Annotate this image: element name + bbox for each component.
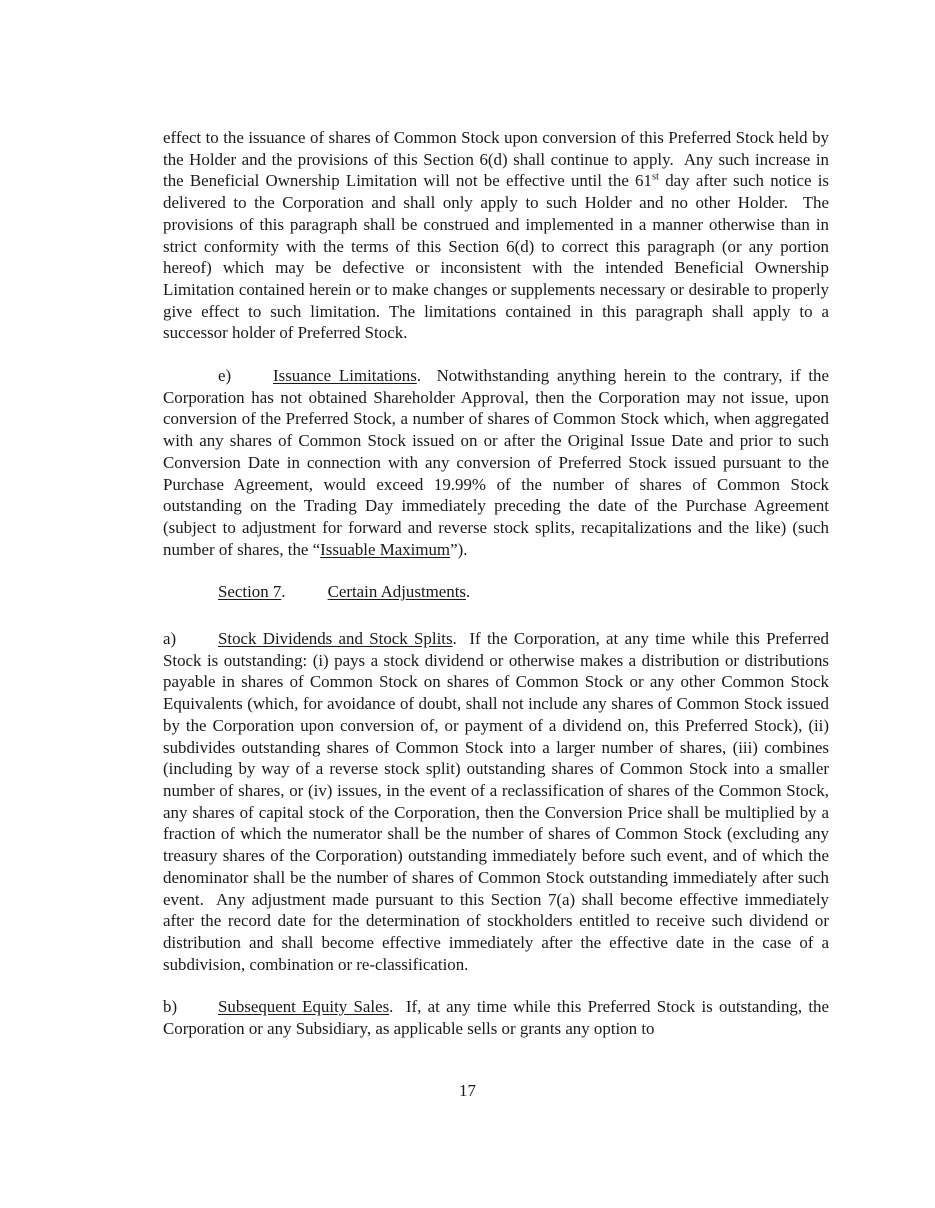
text-segment: . Notwithstanding anything herein to the contrary, if the Corporation has not obtained Shareholder Approval, then the Corporation may not issue, upon conversion of the Preferred Stock, a number of shares of Common Stock which, when aggregated with any shares of Common Stock issued on or after the Original Issue Date and prior to such Conversion Date in connection with any conversion of Preferred Stock issued pursuant to the Purchase Agreement, would exceed 19.99% of the number of shares of Common Stock outstanding on the Trading Day immediately preceding the date of the Purchase Agreement (subject to adjustment for forward and reverse stock splits, recapitalizations and the like) (such number of shares, the “ <box>163 366 829 559</box>
text-segment: ”). <box>450 539 468 559</box>
paragraph-stock-dividends-and-stock-splits <box>163 628 829 975</box>
text-segment: effect to the issuance of shares of Common Stock upon conversion of this Preferred Stock held by the Holder and the provisions of this Section 6(d) shall continue to apply. Any such increase in the Beneficial Ownership Limitation will not be effective until the 61 <box>163 128 829 191</box>
list-label: e) <box>218 366 232 386</box>
heading-section-7-certain-adjustments <box>163 581 829 603</box>
underlined-text: Issuable Maximum <box>320 539 451 559</box>
underlined-text: Issuance Limitations <box>273 366 417 386</box>
text-segment: day after such notice is delivered to the Corporation and shall only apply to such Holder and no other Holder. The provisions of this paragraph shall be construed and implemented in a manner otherwise than in strict conformity with the terms of this Section 6(d) to correct this paragraph (or any portion hereof) which may be defective or inconsistent with the intended Beneficial Ownership Limitation contained herein or to make changes or supplements necessary or desirable to properly give effect to such limitation. The limitations contained in this paragraph shall apply to a successor holder of Preferred Stock. <box>163 171 830 343</box>
document-body <box>163 127 829 1061</box>
list-label: b) <box>163 997 178 1017</box>
paragraph-subsequent-equity-sales <box>163 996 829 1039</box>
list-label: a) <box>163 629 177 649</box>
underlined-text: Certain Adjustments <box>327 582 466 602</box>
underlined-text: Stock Dividends and Stock Splits <box>218 629 453 649</box>
underlined-text: Subsequent Equity Sales <box>218 997 390 1017</box>
paragraph-beneficial-ownership-continuation <box>163 127 829 344</box>
underlined-text: Section 7 <box>218 582 282 602</box>
text-segment: . <box>465 582 471 602</box>
paragraph-issuance-limitations <box>163 365 829 560</box>
text-segment: . If, at any time while this Preferred Stock is outstanding, the Corporation or any Subsidiary, as applicable sells or grants any option to <box>163 997 829 1039</box>
text-segment: . If the Corporation, at any time while this Preferred Stock is outstanding: (i) pays a stock dividend or otherwise makes a distribution or distributions payable in shares of Common Stock on shares of Common Stock or any other Common Stock Equivalents (which, for avoidance of doubt, shall not include any shares of Common Stock issued by the Corporation upon conversion of, or payment of a dividend on, this Preferred Stock), (ii) subdivides outstanding shares of Common Stock into a larger number of shares, (iii) combines (including by way of a reverse stock split) outstanding shares of Common Stock into a smaller number of shares, or (iv) issues, in the event of a reclassification of shares of the Common Stock, any shares of capital stock of the Corporation, then the Conversion Price shall be multiplied by a fraction of which the numerator shall be the number of shares of Common Stock (excluding any treasury shares of the Corporation) outstanding immediately before such event, and of which the denominator shall be the number of shares of Common Stock outstanding immediately after such event. Any adjustment made pursuant to this Section 7(a) shall become effective immediately after the record date for the determination of stockholders entitled to receive such dividend or distribution and shall become effective immediately after the effective date in the case of a subdivision, combination or re-classification. <box>163 629 829 974</box>
superscript-text: st <box>651 171 659 183</box>
text-segment: . <box>281 582 286 602</box>
page-number: 17 <box>459 1081 476 1100</box>
